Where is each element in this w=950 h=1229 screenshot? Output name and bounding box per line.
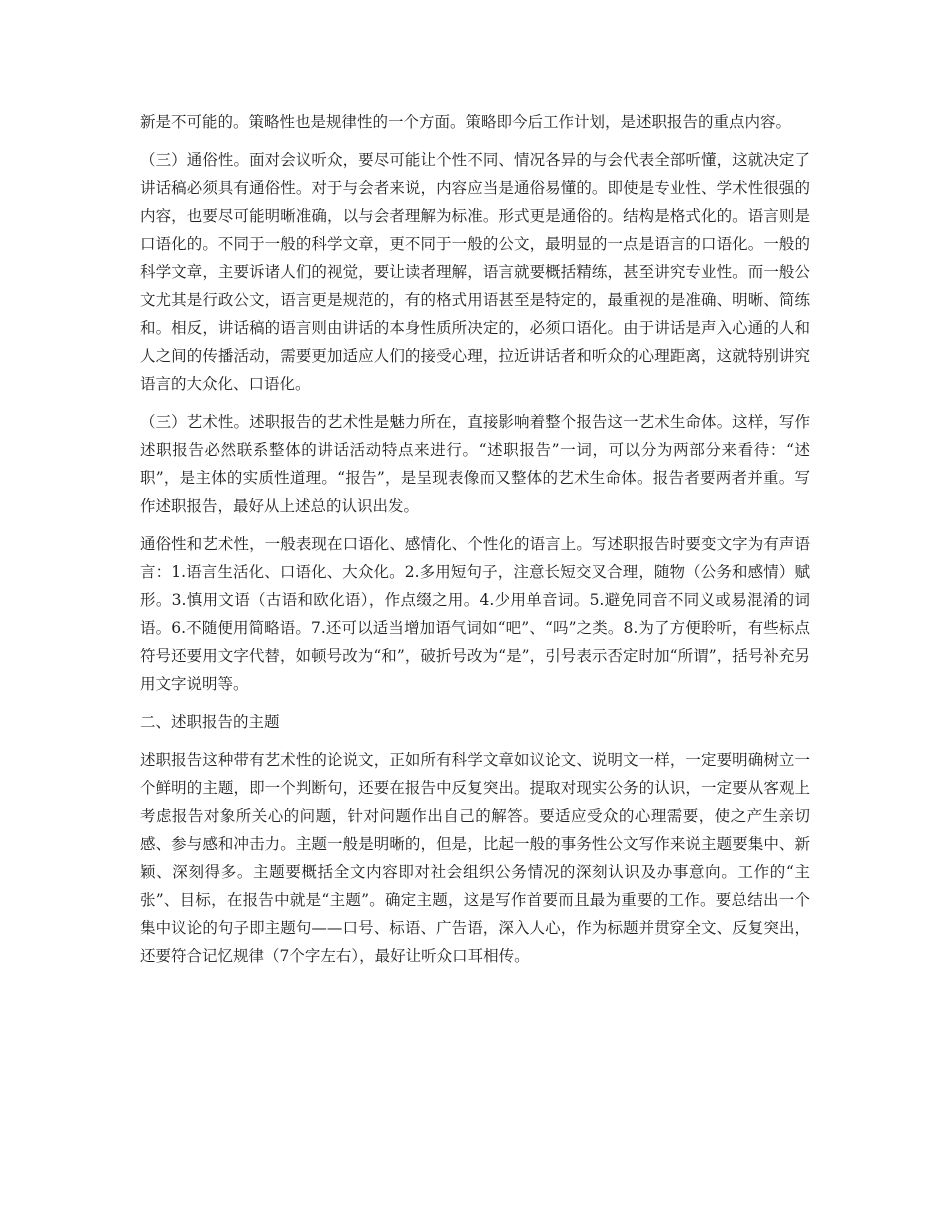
document-page bbox=[140, 108, 810, 980]
paragraph-popularity: （三）通俗性。面对会议听众，要尽可能让个性不同、情况各异的与会代表全部听懂，这就决定了讲话稿必须具有通俗性。对于与会者来说，内容应当是通俗易懂的。即使是专业性、学术性很强的内容，也要尽可能明晰准确，以与会者理解为标准。形式更是通俗的。结构是格式化的。语言则是口语化的。不同于一般的科学文章，更不同于一般的公文，最明显的一点是语言的口语化。一般的科学文章，主要诉诸人们的视觉，要让读者理解，语言就要概括精练，甚至讲究专业性。而一般公文尤其是行政公文，语言更是规范的，有的格式用语甚至是特定的，最重视的是准确、明晰、简练和。相反，讲话稿的语言则由讲话的本身性质所决定的，必须口语化。由于讲话是声入心通的人和人之间的传播活动，需要更加适应人们的接受心理，拉近讲话者和听众的心理距离，这就特别讲究语言的大众化、口语化。 bbox=[140, 151, 810, 393]
paragraph-language-tips: 通俗性和艺术性，一般表现在口语化、感情化、个性化的语言上。写述职报告时要变文字为有声语言：1.语言生活化、口语化、大众化。2.多用短句子，注意长短交叉合理，随物（公务和感情）赋形。3.慎用文语（古语和欧化语），作点缀之用。4.少用单音词。5.避免同音不同义或易混淆的词语。6.不随便用简略语。7.还可以适当增加语气词如“吧”、“吗”之类。8.为了方便聆听，有些标点符号还要用文字代替，如顿号改为“和”，破折号改为“是”，引号表示否定时加“所谓”，括号补充另用文字说明等。 bbox=[140, 535, 810, 693]
paragraph-artistry: （三）艺术性。述职报告的艺术性是魅力所在，直接影响着整个报告这一艺术生命体。这样，写作述职报告必然联系整体的讲话活动特点来进行。“述职报告”一词，可以分为两部分来看待：“述职”，是主体的实质性道理。“报告”，是呈现表像而又整体的艺术生命体。报告者要两者并重。写作述职报告，最好从上述总的认识出发。 bbox=[140, 413, 810, 515]
paragraph-theme: 述职报告这种带有艺术性的论说文，正如所有科学文章如议论文、说明文一样，一定要明确树立一个鲜明的主题，即一个判断句，还要在报告中反复突出。提取对现实公务的认识，一定要从客观上考虑报告对象所关心的问题，针对问题作出自己的解答。要适应受众的心理需要，使之产生亲切感、参与感和冲击力。主题一般是明晰的，但是，比起一般的事务性公文写作来说主题要集中、新颖、深刻得多。主题要概括全文内容即对社会组织公务情况的深刻认识及办事意向。工作的“主张”、目标，在报告中就是“主题”。确定主题，这是写作首要而且最为重要的工作。要总结出一个集中议论的句子即主题句——口号、标语、广告语，深入人心，作为标题并贯穿全文、反复突出，还要符合记忆规律（7个字左右），最好让听众口耳相传。 bbox=[140, 751, 810, 965]
paragraph-strategy-continuation: 新是不可能的。策略性也是规律性的一个方面。策略即今后工作计划，是述职报告的重点内容。 bbox=[140, 113, 792, 131]
section-heading-theme: 二、述职报告的主题 bbox=[140, 713, 280, 731]
